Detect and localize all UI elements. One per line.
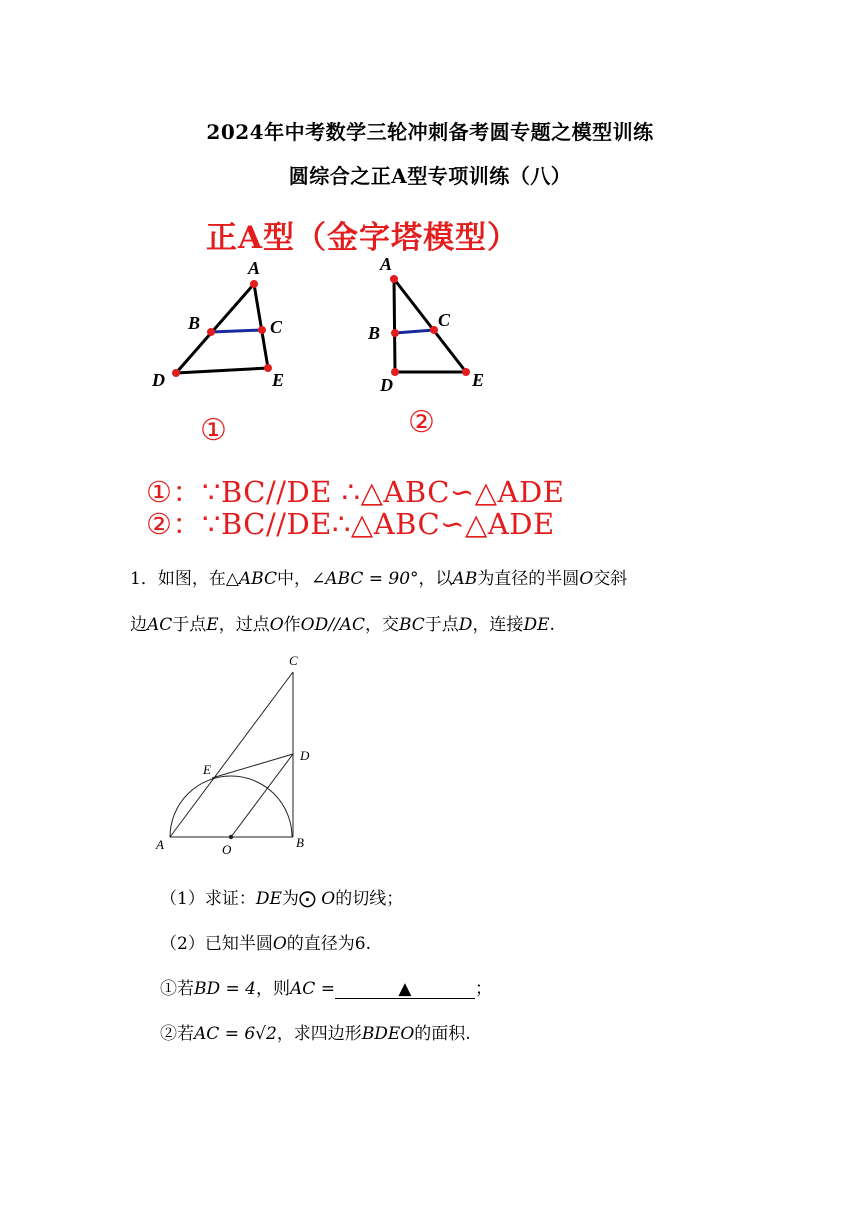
fig2-label-c: C <box>438 310 451 330</box>
circle-symbol: ⨀ <box>298 889 316 909</box>
question-2-part-1 <box>160 974 492 999</box>
fig2-label-a: A <box>380 254 393 274</box>
question-text: 的面积. <box>414 1024 471 1044</box>
math-angle: ∠ABC = 90° <box>311 569 419 589</box>
fig2-label-e: E <box>472 370 485 390</box>
math-o: O <box>321 889 336 909</box>
problem-statement <box>130 556 740 648</box>
proof-line-1: ①：∵BC//DE ∴△ABC∽△ADE <box>146 475 565 509</box>
math-triangle: △ABC <box>225 569 277 589</box>
answer-blank[interactable]: ▲ <box>335 980 475 999</box>
fig-label-b: B <box>296 835 304 850</box>
problem-text: ，过点 <box>218 615 270 635</box>
math-bc: BC <box>398 615 425 635</box>
problem-text: 边 <box>130 615 147 635</box>
math-o: O <box>272 934 287 954</box>
problem-text: 于点 <box>424 615 459 635</box>
math-od-ac: OD//AC <box>300 615 365 635</box>
problem-text: 交斜 <box>593 569 628 589</box>
fig-label-o: O <box>222 842 232 857</box>
fig2-number: ② <box>408 406 435 439</box>
math-o: O <box>579 569 594 589</box>
fig1-label-e: E <box>272 370 285 390</box>
page-subtitle: 圆综合之正A型专项训练（八） <box>288 164 572 188</box>
problem-text: . <box>549 615 555 635</box>
model-figure-2 <box>360 250 500 440</box>
problem-text: ，交 <box>364 615 399 635</box>
math-bd: BD = 4 <box>194 979 256 999</box>
fig2-label-d: D <box>380 375 393 395</box>
problem-text: 作 <box>283 615 301 635</box>
problem-text: ，连接 <box>472 615 524 635</box>
fig1-number: ① <box>200 414 227 442</box>
question-text: ； <box>474 979 492 999</box>
math-ab: AB <box>452 569 478 589</box>
math-ac: AC = <box>290 979 335 999</box>
math-d: D <box>458 615 473 635</box>
problem-text: 中， <box>277 569 311 589</box>
proof-line-2: ②：∵BC//DE∴△ABC∽△ADE <box>146 507 555 541</box>
question-text: 的切线； <box>335 889 404 909</box>
question-text: ①若 <box>160 979 194 999</box>
fig2-label-b: B <box>368 323 381 343</box>
question-2 <box>160 929 371 954</box>
question-text: （1）求证： <box>160 889 256 909</box>
math-ac: AC <box>147 615 173 635</box>
math-de: DE <box>523 615 550 635</box>
question-text: ，求四边形 <box>276 1024 362 1044</box>
math-ac-value: AC = 6√2 <box>194 1024 277 1044</box>
math-o: O <box>269 615 284 635</box>
math-quad: BDEO <box>361 1024 415 1044</box>
fig1-label-d: D <box>152 370 165 390</box>
question-text: 为 <box>281 889 299 909</box>
fig-label-e: E <box>203 762 211 777</box>
problem-number: 1． <box>130 569 158 589</box>
fig1-label-c: C <box>270 317 283 337</box>
question-text: （2）已知半圆 <box>160 934 273 954</box>
math-e: E <box>206 615 219 635</box>
problem-text: ，以 <box>418 569 453 589</box>
problem-text: 如图，在 <box>157 569 226 589</box>
fig1-label-a: A <box>248 258 261 278</box>
model-banner: 正A型（金字塔模型） <box>206 220 520 256</box>
problem-text: 为直径的半圆 <box>477 569 580 589</box>
problem-figure <box>150 650 330 860</box>
fig-label-a: A <box>156 837 164 852</box>
fig-label-c: C <box>289 653 298 668</box>
page-title: 2024年中考数学三轮冲刺备考圆专题之模型训练 <box>206 120 654 144</box>
fig1-label-b: B <box>188 313 201 333</box>
question-2-part-2 <box>160 1019 471 1044</box>
question-text: 的直径为6. <box>286 934 371 954</box>
question-text: ②若 <box>160 1024 194 1044</box>
question-text: ，则 <box>256 979 290 999</box>
math-de: DE <box>255 889 282 909</box>
fig-label-d: D <box>300 748 310 763</box>
model-figure-1 <box>140 252 300 442</box>
question-1 <box>160 884 403 909</box>
problem-text: 于点 <box>172 615 207 635</box>
